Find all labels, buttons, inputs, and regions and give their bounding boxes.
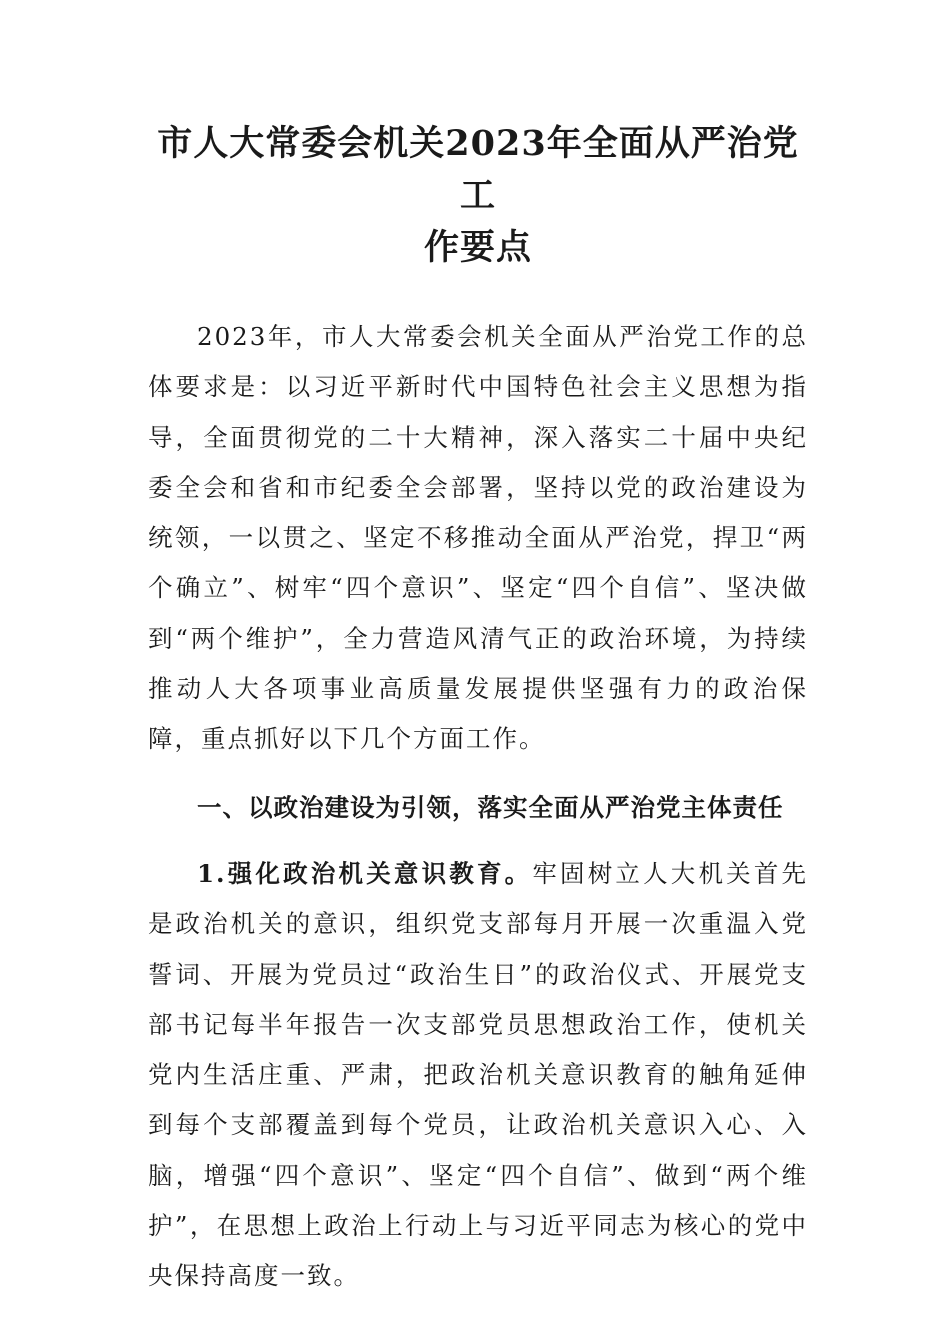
document-page: [148, 118, 808, 1302]
section-heading-1: 一、以政治建设为引领，落实全面从严治党主体责任: [197, 792, 784, 822]
item-1-body: 牢固树立人大机关首先是政治机关的意识，组织党支部每月开展一次重温入党誓词、开展为党员过“政治生日”的政治仪式、开展党支部书记每半年报告一次支部党员思想政治工作，使机关党内生活庄重、严肃，把政治机关意识教育的触角延伸到每个支部覆盖到每个党员，让政治机关意识入心、入脑，增强“四个意识”、坚定“四个自信”、做到“两个维护”，在思想上政治上行动上与习近平同志为核心的党中央保持高度一致。: [148, 858, 809, 1291]
title-line-1: 市人大常委会机关2023年全面从严治党工: [157, 123, 799, 216]
intro-paragraph: 2023年，市人大常委会机关全面从严治党工作的总体要求是：以习近平新时代中国特色社会主义思想为指导，全面贯彻党的二十大精神，深入落实二十届中央纪委全会和省和市纪委全会部署，坚持以党的政治建设为统领，一以贯之、坚定不移推动全面从严治党，捍卫“两个确立”、树牢“四个意识”、坚定“四个自信”、坚决做到“两个维护”，全力营造风清气正的政治环境，为持续推动人大各项事业高质量发展提供坚强有力的政治保障，重点抓好以下几个方面工作。: [148, 322, 808, 754]
item-1-paragraph: [148, 849, 808, 1302]
document-title: [148, 118, 808, 274]
title-line-2: 作要点: [423, 227, 532, 268]
item-1-heading: 1.强化政治机关意识教育。: [197, 858, 533, 888]
